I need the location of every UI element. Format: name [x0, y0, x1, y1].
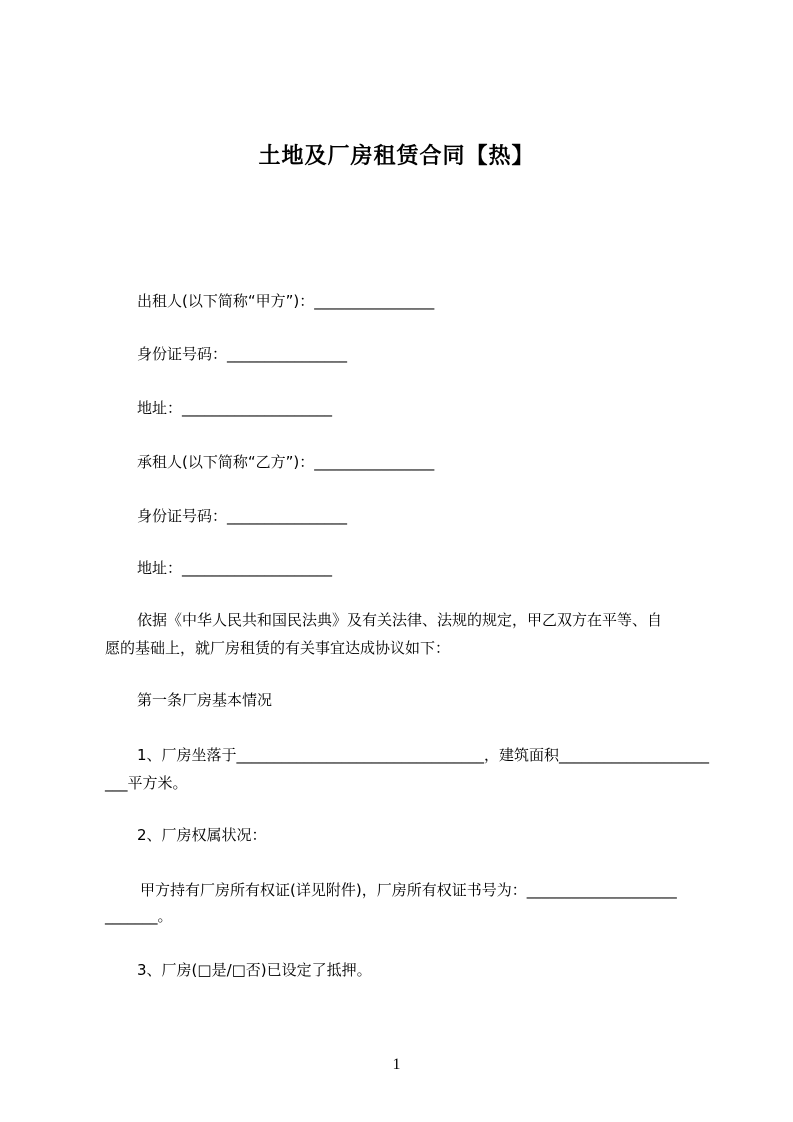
document-title: 土地及厂房租赁合同【热】: [258, 144, 535, 169]
page-number: 1: [392, 1056, 401, 1073]
item-1-line-2: ___平方米。: [105, 774, 188, 792]
article-1-heading: 第一条厂房基本情况: [137, 691, 273, 709]
preamble-line-2: 愿的基础上，就厂房租赁的有关事宜达成协议如下：: [105, 639, 451, 657]
item-2-detail-line-1: 甲方持有厂房所有权证(详见附件)，厂房所有权证书号为：____________________: [140, 881, 677, 899]
item-2-line: 2、厂房权属状况：: [137, 826, 267, 844]
lessee-address-line: 地址：____________________: [137, 559, 333, 577]
lessor-line: 出租人(以下简称“甲方”)：________________: [137, 292, 435, 310]
lessor-id-line: 身份证号码：________________: [137, 345, 348, 363]
lessor-address-line: 地址：____________________: [137, 399, 333, 417]
lessee-id-line: 身份证号码：________________: [137, 507, 348, 525]
item-3-line: 3、厂房(□是/□否)已设定了抵押。: [137, 961, 372, 979]
preamble-line-1: 依据《中华人民共和国民法典》及有关法律、法规的规定，甲乙双方在平等、自: [137, 611, 663, 629]
item-1-line-1: 1、厂房坐落于_________________________________，建筑面积____________________: [137, 746, 710, 764]
item-2-detail-line-2: _______。: [105, 907, 173, 925]
lessee-line: 承租人(以下简称“乙方”)：________________: [137, 453, 435, 471]
